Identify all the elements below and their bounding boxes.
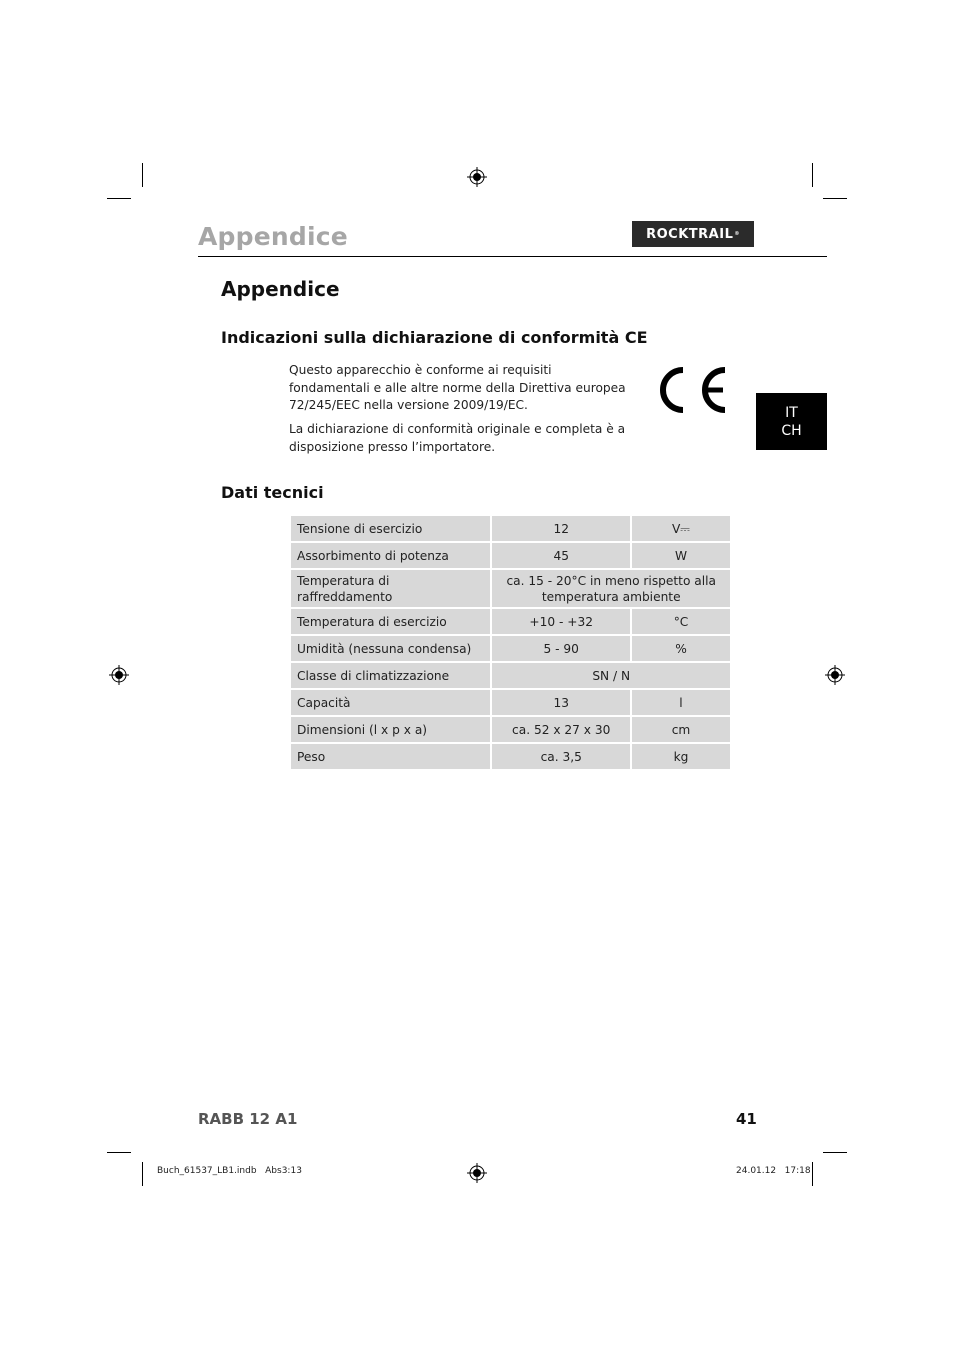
registration-mark-icon [825, 665, 845, 685]
spec-unit: W [632, 543, 730, 568]
spec-unit: V⎓ [632, 516, 730, 541]
spec-label: Temperatura di esercizio [291, 609, 490, 634]
spec-label: Umidità (nessuna condensa) [291, 636, 490, 661]
spec-value: ca. 52 x 27 x 30 [492, 717, 630, 742]
crop-mark [107, 1152, 131, 1153]
ce-section-heading: Indicazioni sulla dichiarazione di conformità CE [221, 328, 648, 347]
ce-paragraph-1: Questo apparecchio è conforme ai requisiti fondamentali e alle altre norme della Direttiva europea 72/245/EEC nella versione 2009/19/EC. [289, 363, 626, 412]
spec-value: ca. 3,5 [492, 744, 630, 769]
table-row [291, 570, 730, 607]
spec-value: SN / N [492, 663, 730, 688]
table-row [291, 744, 730, 769]
tech-section-heading: Dati tecnici [221, 483, 324, 502]
ce-paragraph-2: La dichiarazione di conformità originale e completa è a disposizione presso l’importatore. [289, 422, 626, 454]
spec-value: 13 [492, 690, 630, 715]
spec-label: Capacità [291, 690, 490, 715]
crop-mark [142, 163, 143, 187]
spec-unit: kg [632, 744, 730, 769]
table-row [291, 516, 730, 541]
spec-value: +10 - +32 [492, 609, 630, 634]
slug-file-info: Buch_61537_LB1.indb Abs3:13 [157, 1166, 302, 1176]
registered-mark: ® [734, 231, 740, 237]
brand-logo [632, 221, 754, 247]
crop-mark [142, 1162, 143, 1186]
spec-unit: cm [632, 717, 730, 742]
registration-mark-icon [109, 665, 129, 685]
spec-label: Peso [291, 744, 490, 769]
registration-mark-icon [467, 1163, 487, 1183]
spec-value: 12 [492, 516, 630, 541]
spec-unit: °C [632, 609, 730, 634]
spec-label: Temperatura di raffreddamento [291, 570, 490, 607]
page-number: 41 [736, 1110, 757, 1128]
spec-label: Tensione di esercizio [291, 516, 490, 541]
spec-unit: % [632, 636, 730, 661]
crop-mark [823, 1152, 847, 1153]
language-tab-line1: IT [785, 404, 798, 421]
spec-label: Dimensioni (l x p x a) [291, 717, 490, 742]
language-tab-line2: CH [781, 422, 802, 439]
running-header-title: Appendice [198, 222, 348, 251]
spec-value: 5 - 90 [492, 636, 630, 661]
crop-mark [107, 198, 131, 199]
brand-name: ROCKTRAIL [646, 226, 734, 242]
ce-mark-icon [655, 364, 729, 416]
slug-date-info: 24.01.12 17:18 [736, 1166, 811, 1176]
table-row [291, 690, 730, 715]
table-row [291, 543, 730, 568]
table-row [291, 717, 730, 742]
footer-model-number: RABB 12 A1 [198, 1110, 298, 1128]
crop-mark [823, 198, 847, 199]
table-row [291, 636, 730, 661]
spec-label: Assorbimento di potenza [291, 543, 490, 568]
table-row [291, 609, 730, 634]
page-heading: Appendice [221, 277, 340, 301]
registration-mark-icon [467, 167, 487, 187]
spec-label: Classe di climatizzazione [291, 663, 490, 688]
header-rule [198, 256, 827, 257]
table-row [291, 663, 730, 688]
spec-value: ca. 15 - 20°C in meno rispetto alla temperatura ambiente [492, 570, 730, 607]
spec-value: 45 [492, 543, 630, 568]
crop-mark [812, 163, 813, 187]
crop-mark [812, 1162, 813, 1186]
language-tab [756, 393, 827, 450]
spec-unit: l [632, 690, 730, 715]
tech-data-table [289, 514, 732, 771]
